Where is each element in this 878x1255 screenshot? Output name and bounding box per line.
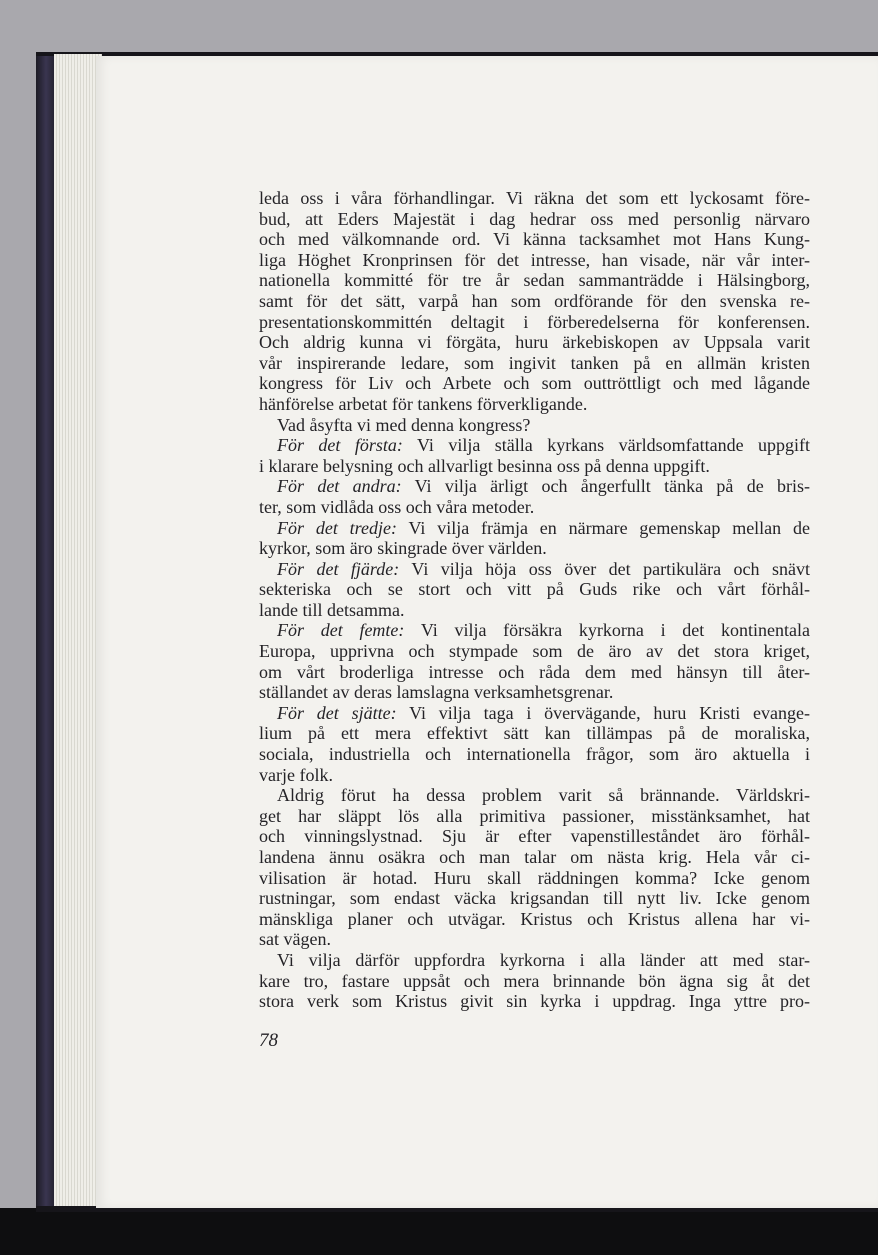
text-line [259, 312, 810, 333]
line-text: Och aldrig kunna vi förgäta, huru ärkebiskopen av Uppsala varit [259, 332, 810, 353]
text-line [259, 579, 810, 600]
line-text: Vi vilja höja oss över det partikulära och snävt [399, 558, 811, 579]
line-text: get har släppt lös alla primitiva passioner, misstänksamhet, hat [259, 805, 810, 826]
line-text: hänförelse arbetat för tankens förverkligande. [259, 393, 588, 414]
text-line [259, 435, 810, 456]
line-text: kongress för Liv och Arbete och som outtröttligt och med lågande [259, 373, 810, 394]
line-text: mänskliga planer och utvägar. Kristus och Kristus allena har vi- [259, 908, 810, 929]
line-text: landena ännu osäkra och man talar om nästa krig. Hela vår ci- [259, 847, 810, 867]
text-line [259, 229, 810, 250]
line-text: stora verk som Kristus givit sin kyrka i uppdrag. Inga yttre pro- [259, 991, 810, 1012]
line-text: nationella kommitté för tre år sedan sammanträdde i Hälsingborg, [259, 270, 810, 291]
body-text [259, 188, 810, 1012]
page-edges [54, 54, 102, 1206]
text-line [259, 353, 810, 374]
line-text: Vi vilja ställa kyrkans världsomfattande uppgift [402, 435, 810, 456]
line-text: om vårt broderliga intresse och råda dem med hänsyn till åter- [259, 661, 810, 682]
line-text: och vinningslystnad. Sju är efter vapenstilleståndet äro förhål- [259, 826, 810, 847]
line-text: Vi vilja ärligt och ångerfullt tänka på de bris- [401, 476, 811, 497]
text-line [259, 600, 810, 621]
text-line [259, 641, 810, 662]
section-lead: För det andra: [277, 476, 402, 497]
text-line [259, 332, 810, 353]
text-line [259, 950, 810, 971]
section-lead: För det femte: [277, 620, 405, 641]
text-line [259, 991, 810, 1012]
line-text: samt för det sätt, varpå han som ordförande för den svenska re- [259, 290, 810, 311]
text-line [259, 868, 810, 889]
text-line [259, 785, 810, 806]
line-text: Europa, upprivna och stympade som de äro av det stora kriget, [259, 641, 810, 662]
section-lead: För det sjätte: [277, 702, 397, 723]
line-text: vilisation är hotad. Huru skall räddningen komma? Icke genom [259, 867, 810, 888]
text-line [259, 620, 810, 641]
line-text: varje folk. [259, 764, 333, 785]
text-line [259, 888, 810, 909]
text-line [259, 394, 810, 415]
line-text: presentationskommittén deltagit i förberedelserna för konferensen. [259, 311, 810, 332]
text-line [259, 209, 810, 230]
text-line [259, 188, 810, 209]
text-line [259, 744, 810, 765]
text-line [259, 497, 810, 518]
line-text: och med välkomnande ord. Vi känna tacksamhet mot Hans Kung- [259, 229, 810, 250]
line-text: lium på ett mera effektivt sätt kan tillämpas på de moraliska, [259, 723, 810, 744]
text-line [259, 723, 810, 744]
text-line [259, 826, 810, 847]
line-text: liga Höghet Kronprinsen för det intresse, han visade, när vår inter- [259, 249, 810, 270]
text-line [259, 538, 810, 559]
text-line [259, 476, 810, 497]
section-lead: För det tredje: [277, 517, 397, 538]
line-text: i klarare belysning och allvarligt besinna oss på denna uppgift. [259, 455, 710, 476]
line-text: rustningar, som endast väcka krigsandan till nytt liv. Icke genom [259, 888, 810, 909]
text-line [259, 559, 810, 580]
page-number: 78 [259, 1030, 278, 1051]
line-text: bud, att Eders Majestät i dag hedrar oss med personlig närvaro [259, 208, 810, 229]
text-line [259, 415, 810, 436]
line-text: Vi vilja därför uppfordra kyrkorna i alla länder att med star- [277, 949, 810, 970]
text-line [259, 518, 810, 539]
line-text: Vi vilja främja en närmare gemenskap mellan de [396, 517, 810, 538]
line-text: kare tro, fastare uppsåt och mera brinnande bön ägna sig åt det [259, 970, 810, 991]
line-text: sekteriska och se stort och vitt på Guds rike och vårt förhål- [259, 579, 810, 600]
text-line [259, 765, 810, 786]
line-text: leda oss i våra förhandlingar. Vi räkna det som ett lyckosamt före- [259, 188, 810, 208]
line-text: Aldrig förut ha dessa problem varit så brännande. Världskri- [277, 785, 810, 806]
text-line [259, 806, 810, 827]
text-line [259, 682, 810, 703]
line-text: ställandet av deras lamslagna verksamhetsgrenar. [259, 682, 614, 703]
text-line [259, 909, 810, 930]
line-text: sat vägen. [259, 929, 331, 950]
text-line [259, 662, 810, 683]
line-text: Vad åsyfta vi med denna kongress? [277, 414, 531, 435]
text-line [259, 250, 810, 271]
text-line [259, 291, 810, 312]
text-line [259, 456, 810, 477]
line-text: kyrkor, som äro skingrade över världen. [259, 538, 547, 559]
line-text: Vi vilja försäkra kyrkorna i det kontinentala [404, 620, 810, 641]
text-line [259, 373, 810, 394]
text-line [259, 971, 810, 992]
line-text: Vi vilja taga i övervägande, huru Kristi evange- [396, 702, 810, 723]
line-text: ter, som vidlåda oss och våra metoder. [259, 496, 535, 517]
section-lead: För det fjärde: [277, 558, 400, 579]
line-text: sociala, industriella och internationella frågor, som äro aktuella i [259, 744, 810, 765]
book-spine [36, 56, 56, 1206]
text-line [259, 703, 810, 724]
section-lead: För det första: [277, 435, 403, 456]
line-text: lande till detsamma. [259, 599, 405, 620]
line-text: vår inspirerande ledare, som ingivit tanken på en allmän kristen [259, 352, 810, 373]
text-line [259, 847, 810, 868]
text-line [259, 270, 810, 291]
background-shadow [0, 1208, 878, 1255]
text-line [259, 929, 810, 950]
